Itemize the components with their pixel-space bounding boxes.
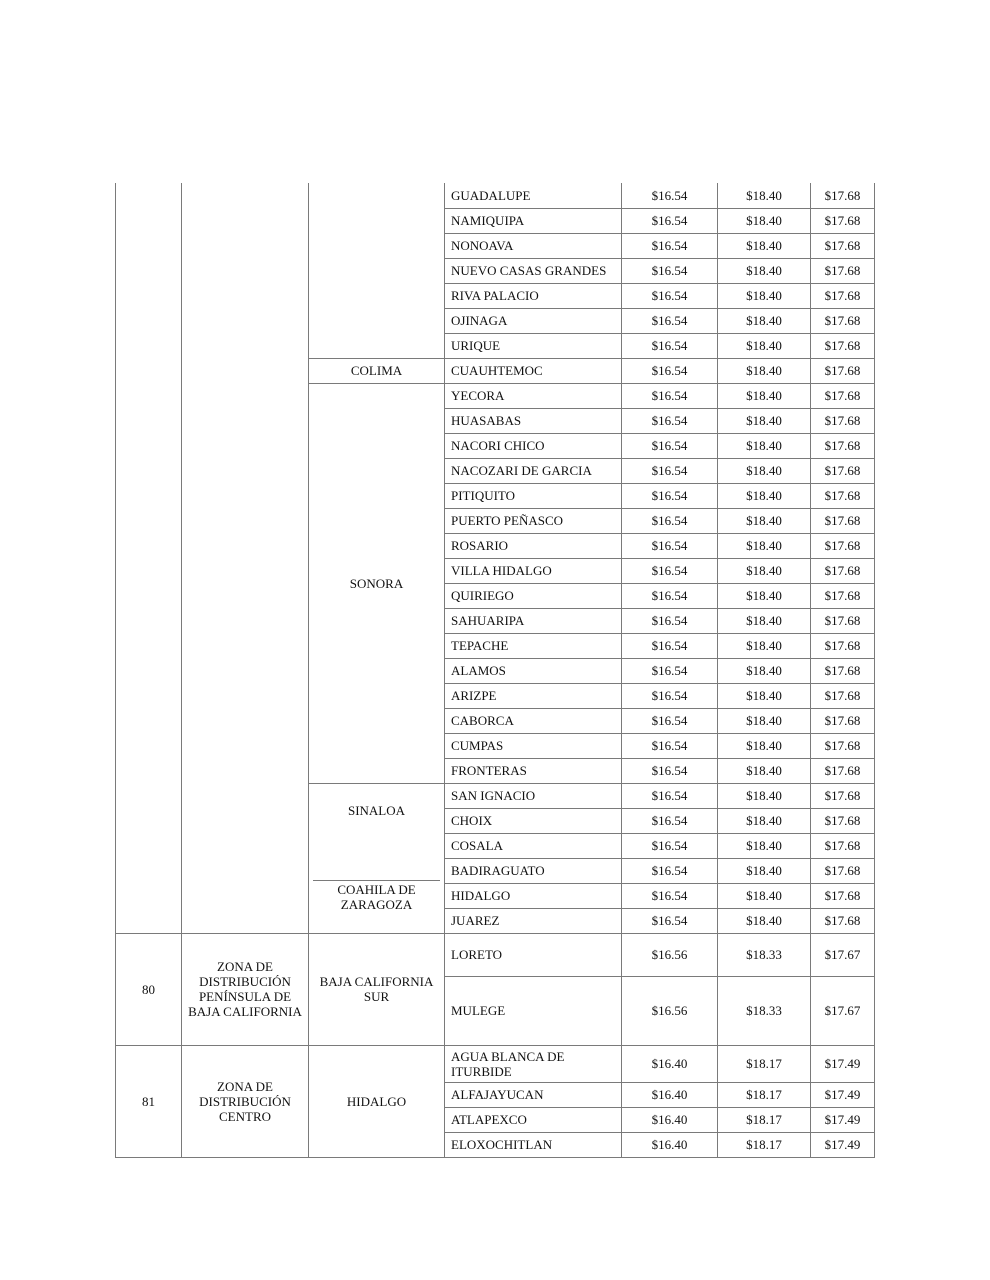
municipio-cell [445,1045,622,1082]
price-cell-3: $17.67 [811,933,875,976]
municipio-cell: NONOAVA [445,233,622,258]
price-cell-2: $18.40 [718,433,811,458]
municipio-cell: ELOXOCHITLAN [445,1132,622,1157]
price-cell-3: $17.68 [811,658,875,683]
zone-number-cell: 80 [116,933,182,1045]
zone-name-cell [182,933,309,1045]
price-cell-2: $18.40 [718,258,811,283]
price-cell-3: $17.49 [811,1132,875,1157]
price-cell-1: $16.54 [622,458,718,483]
price-cell-1: $16.54 [622,658,718,683]
table-row [116,183,875,208]
price-cell-2: $18.40 [718,483,811,508]
price-cell-1: $16.54 [622,908,718,933]
price-cell-1: $16.54 [622,858,718,883]
municipio-cell: NACORI CHICO [445,433,622,458]
text-line: BAJA CALIFORNIA [188,1004,302,1019]
price-cell-1: $16.54 [622,283,718,308]
state-label-sinaloa: SINALOA [347,802,406,818]
table-row [116,1045,875,1082]
state-label-coahuila [309,882,444,912]
municipio-cell: OJINAGA [445,308,622,333]
price-cell-1: $16.54 [622,683,718,708]
price-cell-2: $18.17 [718,1107,811,1132]
state-cell: COLIMA [309,358,445,383]
price-cell-2: $18.40 [718,358,811,383]
municipio-cell: NAMIQUIPA [445,208,622,233]
price-cell-1: $16.54 [622,408,718,433]
price-cell-1: $16.54 [622,508,718,533]
table-row [116,933,875,976]
municipio-cell: JUAREZ [445,908,622,933]
municipio-cell: NUEVO CASAS GRANDES [445,258,622,283]
price-cell-2: $18.40 [718,858,811,883]
municipio-cell: ALFAJAYUCAN [445,1082,622,1107]
price-cell-3: $17.68 [811,883,875,908]
municipio-cell: SAHUARIPA [445,608,622,633]
price-cell-1: $16.54 [622,333,718,358]
price-cell-2: $18.40 [718,308,811,333]
price-cell-2: $18.40 [718,908,811,933]
state-cell: HIDALGO [309,1045,445,1157]
price-cell-3: $17.68 [811,533,875,558]
price-cell-2: $18.40 [718,208,811,233]
price-cell-1: $16.54 [622,358,718,383]
municipio-cell: RIVA PALACIO [445,283,622,308]
price-table-body [116,183,875,1157]
text-line: ITURBIDE [451,1063,512,1079]
price-cell-1: $16.54 [622,183,718,208]
municipio-cell: CHOIX [445,808,622,833]
price-cell-3: $17.68 [811,458,875,483]
price-table [115,183,875,1158]
price-cell-3: $17.68 [811,583,875,608]
price-cell-1: $16.54 [622,558,718,583]
price-cell-3: $17.68 [811,708,875,733]
price-cell-2: $18.40 [718,633,811,658]
divider [313,880,440,881]
municipio-cell: ALAMOS [445,658,622,683]
municipio-cell: YECORA [445,383,622,408]
price-cell-1: $16.54 [622,708,718,733]
price-cell-3: $17.68 [811,283,875,308]
price-cell-3: $17.68 [811,808,875,833]
price-cell-3: $17.68 [811,333,875,358]
price-cell-1: $16.56 [622,933,718,976]
price-cell-1: $16.54 [622,258,718,283]
municipio-cell: MULEGE [445,976,622,1045]
price-cell-2: $18.40 [718,283,811,308]
price-cell-3: $17.68 [811,608,875,633]
price-cell-1: $16.54 [622,808,718,833]
municipio-cell: GUADALUPE [445,183,622,208]
text-line: COAHILA DE [337,881,416,897]
price-cell-2: $18.17 [718,1045,811,1082]
price-cell-3: $17.68 [811,433,875,458]
price-cell-3: $17.68 [811,308,875,333]
price-cell-1: $16.54 [622,233,718,258]
text-line: DISTRIBUCIÓN [199,974,291,989]
price-cell-2: $18.40 [718,733,811,758]
price-cell-2: $18.40 [718,658,811,683]
municipio-cell: BADIRAGUATO [445,858,622,883]
price-cell-3: $17.67 [811,976,875,1045]
state-cell: SONORA [309,383,445,783]
state-cell [309,183,445,358]
price-cell-3: $17.68 [811,558,875,583]
municipio-cell: URIQUE [445,333,622,358]
price-cell-3: $17.49 [811,1045,875,1082]
price-cell-2: $18.17 [718,1082,811,1107]
price-cell-2: $18.40 [718,758,811,783]
price-cell-2: $18.40 [718,508,811,533]
price-cell-2: $18.40 [718,383,811,408]
price-cell-3: $17.68 [811,358,875,383]
price-cell-1: $16.40 [622,1132,718,1157]
municipio-cell: CUAUHTEMOC [445,358,622,383]
text-line: SUR [363,989,390,1004]
price-cell-1: $16.54 [622,833,718,858]
price-cell-3: $17.68 [811,783,875,808]
municipio-cell: HUASABAS [445,408,622,433]
price-cell-3: $17.68 [811,908,875,933]
price-cell-2: $18.40 [718,408,811,433]
municipio-cell: NACOZARI DE GARCIA [445,458,622,483]
municipio-cell: SAN IGNACIO [445,783,622,808]
price-cell-1: $16.54 [622,733,718,758]
text-line: BAJA CALIFORNIA [319,974,434,989]
price-cell-1: $16.54 [622,608,718,633]
price-cell-1: $16.56 [622,976,718,1045]
municipio-cell: CUMPAS [445,733,622,758]
municipio-cell: COSALA [445,833,622,858]
price-cell-3: $17.68 [811,858,875,883]
price-cell-2: $18.40 [718,808,811,833]
price-cell-3: $17.68 [811,758,875,783]
price-cell-2: $18.40 [718,683,811,708]
municipio-cell: FRONTERAS [445,758,622,783]
text-line: CENTRO [219,1108,271,1124]
price-cell-2: $18.40 [718,533,811,558]
zone-name-cell [182,183,309,933]
price-cell-2: $18.40 [718,608,811,633]
price-cell-3: $17.68 [811,258,875,283]
price-cell-2: $18.33 [718,933,811,976]
text-line: DISTRIBUCIÓN [199,1093,291,1109]
price-cell-1: $16.40 [622,1107,718,1132]
price-cell-1: $16.54 [622,633,718,658]
price-cell-2: $18.40 [718,183,811,208]
price-cell-3: $17.68 [811,833,875,858]
price-cell-1: $16.54 [622,758,718,783]
price-cell-1: $16.54 [622,433,718,458]
price-cell-3: $17.68 [811,208,875,233]
price-cell-2: $18.40 [718,233,811,258]
price-cell-1: $16.54 [622,783,718,808]
price-cell-1: $16.54 [622,583,718,608]
price-cell-3: $17.68 [811,508,875,533]
text-line: ZONA DE [217,959,273,974]
state-cell [309,933,445,1045]
municipio-cell: LORETO [445,933,622,976]
price-cell-3: $17.49 [811,1107,875,1132]
price-cell-1: $16.54 [622,483,718,508]
price-cell-3: $17.68 [811,183,875,208]
price-cell-3: $17.49 [811,1082,875,1107]
municipio-cell: PITIQUITO [445,483,622,508]
price-cell-3: $17.68 [811,233,875,258]
price-cell-1: $16.54 [622,208,718,233]
price-cell-3: $17.68 [811,383,875,408]
price-cell-3: $17.68 [811,683,875,708]
municipio-cell: QUIRIEGO [445,583,622,608]
price-cell-3: $17.68 [811,633,875,658]
municipio-cell: TEPACHE [445,633,622,658]
municipio-cell: HIDALGO [445,883,622,908]
municipio-cell: ARIZPE [445,683,622,708]
price-cell-2: $18.33 [718,976,811,1045]
zone-number-cell [116,183,182,933]
price-cell-2: $18.17 [718,1132,811,1157]
price-cell-1: $16.54 [622,533,718,558]
municipio-cell: ROSARIO [445,533,622,558]
municipio-cell: CABORCA [445,708,622,733]
price-cell-1: $16.54 [622,883,718,908]
price-cell-1: $16.54 [622,383,718,408]
price-cell-2: $18.40 [718,583,811,608]
price-cell-2: $18.40 [718,458,811,483]
text-line: PENÍNSULA DE [198,989,292,1004]
price-cell-1: $16.54 [622,308,718,333]
municipio-cell: VILLA HIDALGO [445,558,622,583]
price-cell-2: $18.40 [718,333,811,358]
price-cell-2: $18.40 [718,833,811,858]
text-line: ZONA DE [217,1078,273,1094]
price-cell-3: $17.68 [811,733,875,758]
price-cell-2: $18.40 [718,708,811,733]
price-cell-1: $16.40 [622,1045,718,1082]
state-cell-split [309,783,445,933]
zone-name-cell [182,1045,309,1157]
price-cell-2: $18.40 [718,558,811,583]
text-line: ZARAGOZA [340,896,413,912]
municipio-cell: ATLAPEXCO [445,1107,622,1132]
price-cell-1: $16.40 [622,1082,718,1107]
price-cell-2: $18.40 [718,783,811,808]
zone-number-cell: 81 [116,1045,182,1157]
text-line: AGUA BLANCA DE [451,1048,565,1064]
price-cell-3: $17.68 [811,408,875,433]
price-cell-2: $18.40 [718,883,811,908]
municipio-cell: PUERTO PEÑASCO [445,508,622,533]
price-cell-3: $17.68 [811,483,875,508]
